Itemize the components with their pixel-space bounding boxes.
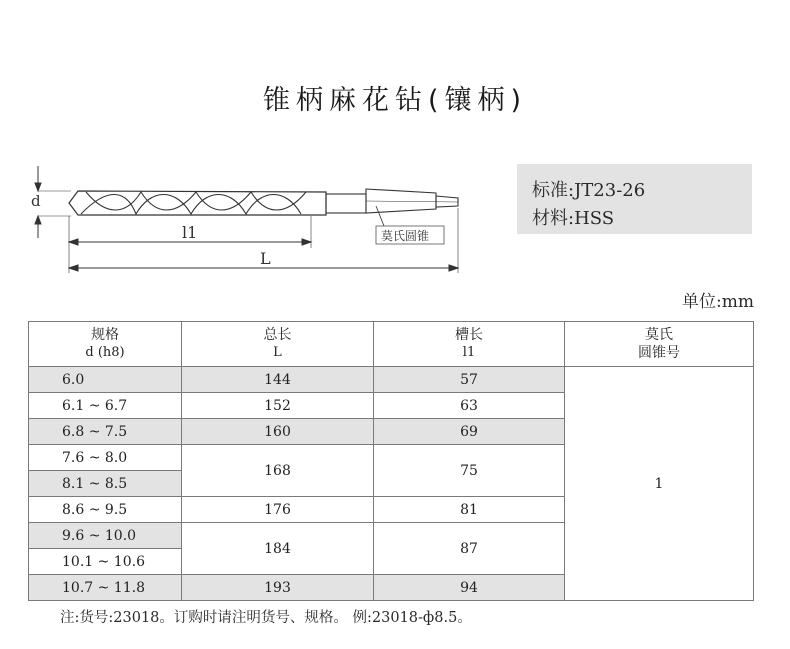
unit-label: 单位:mm (682, 292, 754, 312)
header-size-label: 规格 (91, 327, 119, 343)
header-flute-length (374, 322, 565, 367)
cell-total-length: 184 (182, 523, 374, 575)
header-total-length (182, 322, 374, 367)
header-size (29, 322, 182, 367)
header-morse-taper (565, 322, 754, 367)
cell-total-length: 193 (182, 575, 374, 601)
cell-size: 8.1 ~ 8.5 (29, 471, 182, 497)
dimension-L-label: L (260, 249, 271, 268)
header-flute-sub: l1 (462, 345, 476, 360)
cell-total-length: 144 (182, 367, 374, 393)
cell-size: 9.6 ~ 10.0 (29, 523, 182, 549)
cell-total-length: 168 (182, 445, 374, 497)
cell-flute-length: 81 (374, 497, 565, 523)
cell-size: 6.0 (29, 367, 182, 393)
morse-taper-callout: 莫氏圆锥 (381, 229, 430, 243)
header-flute-label: 槽长 (455, 327, 483, 343)
cell-total-length: 176 (182, 497, 374, 523)
dimension-l1-label: l1 (182, 223, 198, 242)
cell-morse-taper: 1 (565, 367, 754, 601)
cell-size: 10.1 ~ 10.6 (29, 549, 182, 575)
dimension-d-label: d (31, 192, 41, 210)
header-total-sub: L (273, 345, 282, 360)
cell-flute-length: 69 (374, 419, 565, 445)
page-title: 锥柄麻花钻(镶柄) (262, 85, 528, 116)
cell-flute-length: 87 (374, 523, 565, 575)
cell-total-length: 152 (182, 393, 374, 419)
spec-table (28, 321, 754, 601)
cell-size: 8.6 ~ 9.5 (29, 497, 182, 523)
order-note: 注:货号:23018。订购时请注明货号、规格。 例:23018-ф8.5。 (60, 610, 472, 626)
cell-flute-length: 57 (374, 367, 565, 393)
cell-flute-length: 75 (374, 445, 565, 497)
cell-size: 7.6 ~ 8.0 (29, 445, 182, 471)
header-morse-sub: 圆锥号 (638, 345, 680, 361)
material-label: 材料:HSS (532, 208, 615, 229)
cell-size: 6.8 ~ 7.5 (29, 419, 182, 445)
header-total-label: 总长 (263, 327, 292, 343)
drill-diagram (26, 158, 476, 278)
cell-total-length: 160 (182, 419, 374, 445)
cell-flute-length: 94 (374, 575, 565, 601)
standard-label: 标准:JT23-26 (532, 180, 646, 201)
cell-flute-length: 63 (374, 393, 565, 419)
header-size-sub: d (h8) (85, 345, 125, 360)
spec-box (517, 164, 752, 234)
cell-size: 6.1 ~ 6.7 (29, 393, 182, 419)
cell-size: 10.7 ~ 11.8 (29, 575, 182, 601)
header-morse-label: 莫氏 (645, 327, 673, 343)
